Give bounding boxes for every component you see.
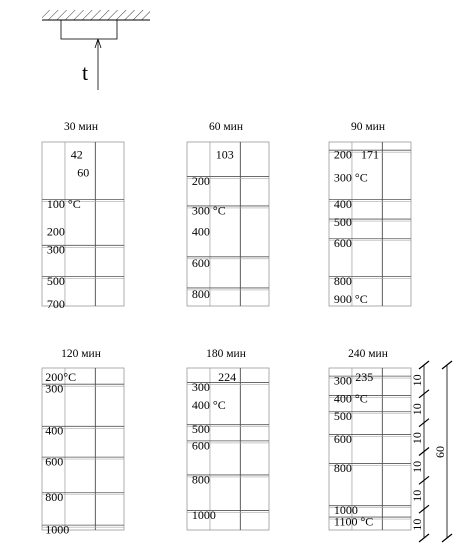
- panel-4: [187, 348, 269, 530]
- panel-title: 30 мин: [64, 121, 98, 133]
- isotherm-label: 600: [191, 255, 210, 270]
- panel-title: 90 мин: [351, 121, 385, 133]
- isotherm-label: 200°C: [45, 370, 77, 385]
- dimension-segment-label: 10: [410, 489, 424, 502]
- isotherm-label: 400 °C: [333, 391, 368, 406]
- isotherm-label: 1000: [191, 507, 216, 522]
- isotherm-label: 300: [191, 379, 210, 394]
- panel-title: 240 мин: [348, 348, 388, 360]
- panel-5: [329, 348, 411, 530]
- dimension-segment-label: 10: [410, 460, 424, 473]
- isotherm-label: 500: [333, 409, 352, 424]
- isotherm-label: 500: [333, 214, 352, 229]
- ceiling-hatching: [42, 10, 150, 20]
- panel-3: [42, 348, 124, 537]
- isotherm-label: 200: [46, 224, 65, 239]
- isotherm-label: 600: [45, 454, 64, 469]
- panel-title: 180 мин: [206, 348, 246, 360]
- isotherm-label: 235: [355, 370, 374, 385]
- dimension-segment-label: 10: [410, 432, 424, 445]
- isotherm-label: 200: [191, 173, 210, 188]
- isotherm-label: 600: [191, 438, 210, 453]
- isotherm-label: 300: [45, 381, 64, 396]
- beam-section: [61, 20, 117, 39]
- isotherm-label: 600: [333, 236, 352, 251]
- time-label: t: [82, 60, 89, 85]
- dimension-segment-label: 10: [410, 403, 424, 416]
- isotherm-label: 400: [191, 224, 210, 239]
- isotherm-label: 300 °C: [191, 203, 226, 218]
- isotherm-label: 300: [46, 242, 65, 257]
- isotherm-label: 400 °C: [191, 397, 226, 412]
- isotherm-label: 800: [191, 472, 210, 487]
- dimension-chain: [410, 361, 452, 542]
- isotherm-label: 100 °C: [46, 196, 81, 211]
- isotherm-label: 800: [333, 460, 352, 475]
- isotherm-label: 500: [191, 422, 210, 437]
- isotherm-label: 42: [70, 147, 83, 162]
- isotherm-label: 900 °C: [333, 291, 368, 306]
- isotherm-label: 300 °C: [333, 170, 368, 185]
- isotherm-label: 224: [218, 370, 237, 385]
- dimension-total-label: 60: [433, 446, 447, 458]
- isotherm-label: 500: [46, 273, 65, 288]
- isotherm-label: 400: [333, 196, 352, 211]
- isotherm-label: 1000: [45, 522, 70, 537]
- panel-title: 60 мин: [209, 121, 243, 133]
- isotherm-label: 700: [46, 296, 65, 311]
- isotherm-label: 60: [77, 165, 90, 180]
- isotherm-label: 171: [360, 147, 379, 162]
- isotherm-label: 1100 °C: [333, 514, 374, 529]
- isotherm-label: 200: [333, 147, 352, 162]
- isotherm-label: 103: [215, 147, 234, 162]
- panel-title: 120 мин: [61, 348, 101, 360]
- isotherm-label: 300: [333, 373, 352, 388]
- isotherm-label: 400: [45, 423, 64, 438]
- isotherm-label: 800: [191, 286, 210, 301]
- dimension-segment-label: 10: [410, 518, 424, 531]
- isotherm-label: 600: [333, 431, 352, 446]
- isotherm-label: 1000: [333, 503, 358, 518]
- isotherm-label: 800: [45, 490, 64, 505]
- top-sketch: [42, 10, 150, 90]
- panel-2: [329, 121, 411, 306]
- panels-group: [42, 121, 411, 537]
- dimension-segment-label: 10: [410, 374, 424, 387]
- isotherm-label: 800: [333, 273, 352, 288]
- panel-1: [187, 121, 269, 306]
- panel-0: [42, 121, 124, 311]
